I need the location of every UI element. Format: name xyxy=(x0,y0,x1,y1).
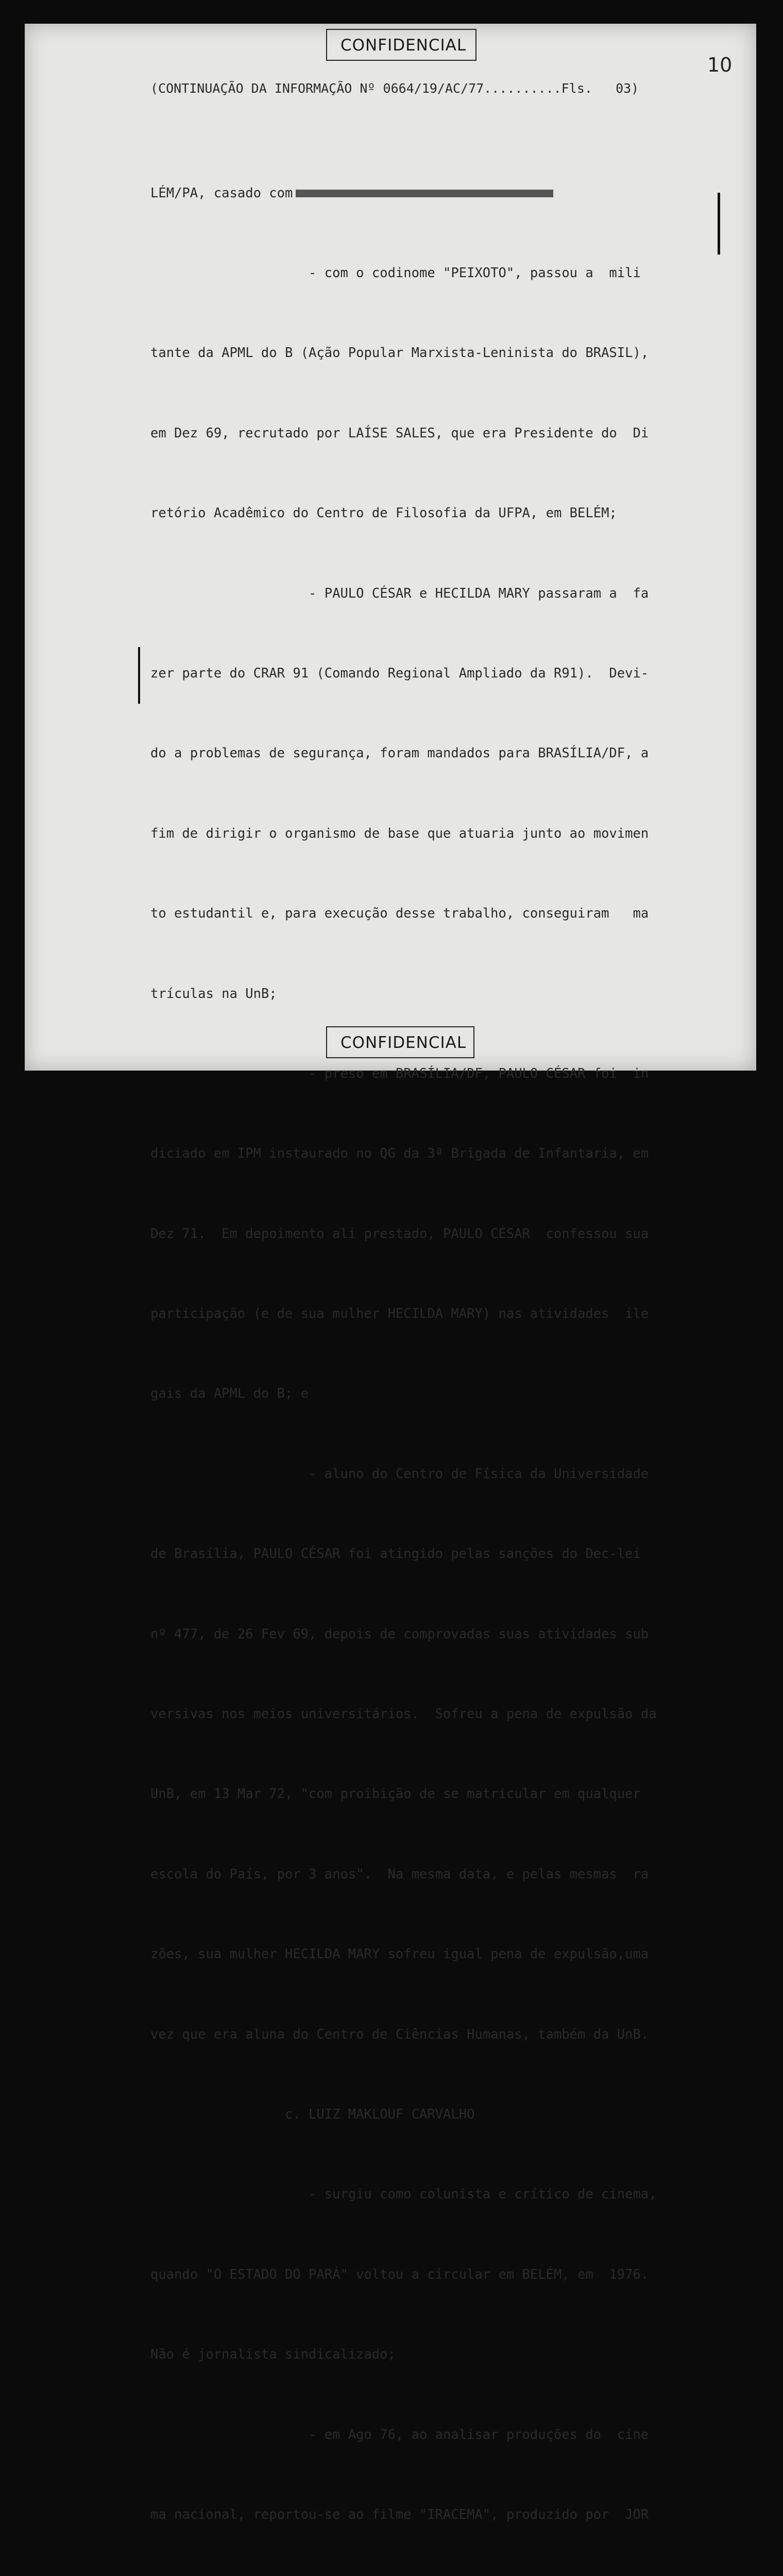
text-line: do a problemas de segurança, foram mandados para BRASÍLIA/DF, a xyxy=(150,745,649,761)
margin-bracket-mark xyxy=(138,647,140,704)
text-line: ma nacional, reportou-se ao filme "IRACEMA", produzido por JOR xyxy=(150,2506,649,2522)
text-line: zões, sua mulher HECILDA MARY sofreu igual pena de expulsão,uma xyxy=(150,1946,649,1962)
text-line: - com o codinome "PEIXOTO", passou a mili xyxy=(150,265,641,281)
redaction-bar xyxy=(296,190,553,197)
text-line: fim de dirigir o organismo de base que atuaria junto ao movimen xyxy=(150,825,649,841)
text-line: tante da APML do B (Ação Popular Marxista-Leninista do BRASIL), xyxy=(150,345,649,361)
text-line: LÉM/PA, casado com xyxy=(150,180,716,207)
document-page xyxy=(25,24,756,2522)
text-line: gais da APML do B; e xyxy=(150,1386,309,1402)
text-line: de Brasília, PAULO CÉSAR foi atingido pelas sanções do Dec-lei xyxy=(150,1546,641,1562)
text-line: zer parte do CRAR 91 (Comando Regional Ampliado da R91). Devi- xyxy=(150,665,649,681)
page-number-handwritten: 10 xyxy=(707,54,733,76)
text-line: vez que era aluna do Centro de Ciências Humanas, também da UnB. xyxy=(150,2026,649,2042)
confidential-stamp-bottom: CONFIDENCIAL xyxy=(326,1026,474,1058)
text-line: retório Acadêmico do Centro de Filosofia da UFPA, em BELÉM; xyxy=(150,505,617,521)
text-line: Não é jornalista sindicalizado; xyxy=(150,2347,396,2363)
text-line: - surgiu como colunista e crítico de cinema, xyxy=(150,2187,657,2202)
confidential-stamp-top: CONFIDENCIAL xyxy=(326,29,476,61)
text-line: trículas na UnB; xyxy=(150,986,277,1002)
text-line: quando "O ESTADO DO PARÁ" voltou a circular em BELÉM, em 1976. xyxy=(150,2266,649,2282)
text-line: - em Ago 76, ao analisar produções do cine xyxy=(150,2427,649,2443)
text-line: to estudantil e, para execução desse trabalho, conseguiram ma xyxy=(150,906,649,922)
text-line: participação (e de sua mulher HECILDA MARY) nas atividades ile xyxy=(150,1306,649,1322)
text-line: - PAULO CÉSAR e HECILDA MARY passaram a fa xyxy=(150,585,649,601)
text-line: versivas nos meios universitários. Sofreu a pena de expulsão da xyxy=(150,1706,657,1722)
text-line: escola do País, por 3 anos". Na mesma data, e pelas mesmas ra xyxy=(150,1866,649,1882)
text-line: diciado em IPM instaurado no QG da 3ª Brigada de Infantaria, em xyxy=(150,1146,649,1162)
text-line: nº 477, de 26 Fev 69, depois de comprovadas suas atividades sub xyxy=(150,1626,649,1642)
section-heading-line: c. LUIZ MAKLOUF CARVALHO xyxy=(150,2106,475,2122)
margin-bracket-mark xyxy=(718,193,720,255)
header-line: (CONTINUAÇÃO DA INFORMAÇÃO Nº 0664/19/AC/77..........Fls. 03) xyxy=(150,81,639,96)
text-line: em Dez 69, recrutado por LAÍSE SALES, que era Presidente do Di xyxy=(150,425,649,441)
text-line: - aluno do Centro de Física da Universidade xyxy=(150,1466,649,1482)
text-line: - preso em BRASÍLIA/DF, PAULO CÉSAR foi in xyxy=(150,1065,649,1081)
text-line: UnB, em 13 Mar 72, "com proibição de se matricular em qualquer xyxy=(150,1786,641,1802)
body-text xyxy=(150,127,716,2576)
text-line: Dez 71. Em depoimento ali prestado, PAULO CÉSAR confessou sua xyxy=(150,1226,649,1242)
